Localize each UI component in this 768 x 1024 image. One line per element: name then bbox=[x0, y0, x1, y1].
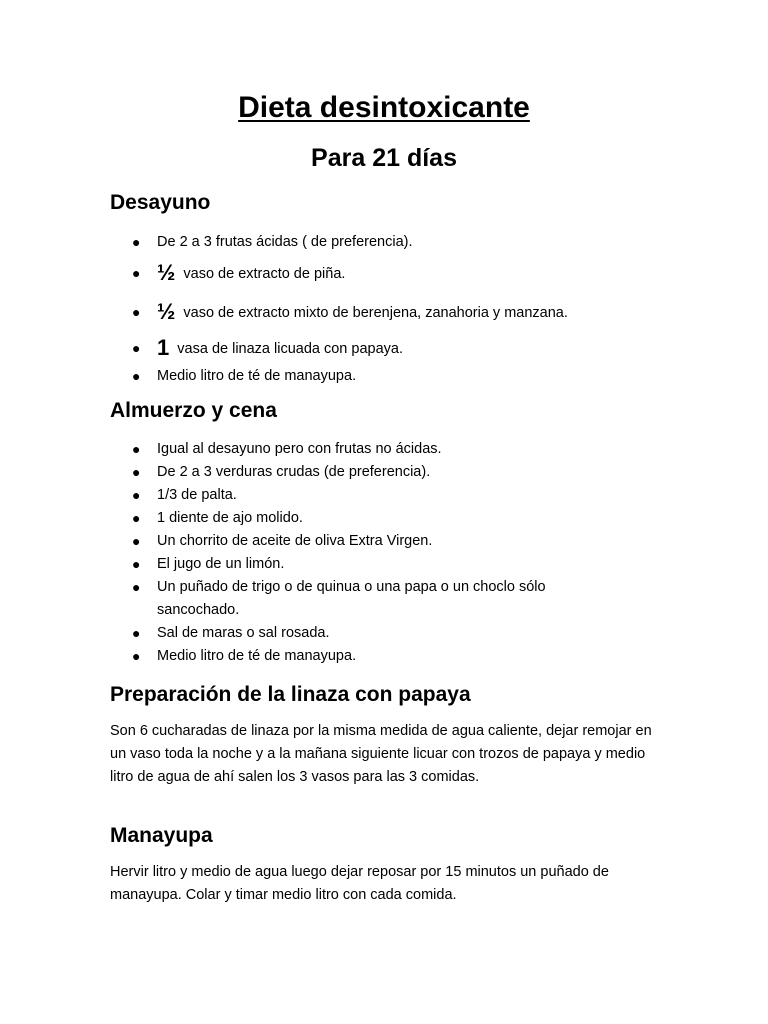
list-item-prefix: ½ bbox=[157, 299, 176, 324]
list-item-text: Medio litro de té de manayupa. bbox=[157, 368, 357, 384]
list-item-text: 1 diente de ajo molido. bbox=[157, 510, 303, 526]
list-item bbox=[110, 622, 670, 645]
list-item bbox=[110, 332, 670, 365]
list-item-text: De 2 a 3 frutas ácidas ( de preferencia). bbox=[157, 234, 413, 250]
bullet-icon: ● bbox=[132, 510, 141, 526]
bullet-icon: ● bbox=[132, 487, 141, 503]
document-subtitle: Para 21 días bbox=[311, 144, 457, 172]
list-item-prefix: ½ bbox=[157, 260, 176, 285]
list-item-text: 1/3 de palta. bbox=[157, 487, 237, 503]
list-item-text: Sal de maras o sal rosada. bbox=[157, 625, 330, 641]
preparation-paragraph: Son 6 cucharadas de linaza por la misma medida de agua caliente, dejar remojar en un vaso toda la noche y a la mañana siguiente licuar con trozos de papaya y medio litro de agua de ahí salen los 3 vasos para las 3 comidas. bbox=[110, 723, 652, 785]
bullet-icon: ● bbox=[132, 234, 141, 250]
bullet-icon: ● bbox=[132, 579, 141, 595]
list-item bbox=[110, 293, 670, 332]
list-item-text: De 2 a 3 verduras crudas (de preferencia). bbox=[157, 464, 431, 480]
bullet-icon: ● bbox=[132, 441, 141, 457]
list-item bbox=[110, 365, 670, 388]
list-item-text: Medio litro de té de manayupa. bbox=[157, 648, 357, 664]
bullet-icon: ● bbox=[132, 464, 141, 480]
list-item bbox=[110, 254, 670, 293]
list-item bbox=[110, 576, 627, 622]
list-item-text: Un chorrito de aceite de oliva Extra Virgen. bbox=[157, 533, 433, 549]
bullet-icon: ● bbox=[132, 368, 141, 384]
document-title: Dieta desintoxicante bbox=[238, 91, 530, 124]
bullet-icon: ● bbox=[132, 265, 141, 281]
bullet-icon: ● bbox=[132, 304, 141, 320]
list-item-text: El jugo de un limón. bbox=[157, 556, 285, 572]
list-item-text: Un puñado de trigo o de quinua o una papa o un choclo sólo sancochado. bbox=[157, 579, 546, 618]
list-item bbox=[110, 484, 670, 507]
list-item-text: vasa de linaza licuada con papaya. bbox=[177, 341, 403, 357]
bullet-icon: ● bbox=[132, 648, 141, 664]
manayupa-paragraph: Hervir litro y medio de agua luego dejar reposar por 15 minutos un puñado de manayupa. Colar y timar medio litro con cada comida. bbox=[110, 864, 609, 903]
list-item bbox=[110, 507, 670, 530]
list-item-text: vaso de extracto de piña. bbox=[183, 266, 346, 282]
list-item-text: vaso de extracto mixto de berenjena, zanahoria y manzana. bbox=[183, 305, 568, 321]
section-heading-manayupa: Manayupa bbox=[110, 824, 213, 847]
bullet-icon: ● bbox=[132, 625, 141, 641]
bullet-icon: ● bbox=[132, 556, 141, 572]
list-item bbox=[110, 553, 670, 576]
breakfast-list bbox=[110, 231, 670, 388]
bullet-icon: ● bbox=[132, 340, 141, 356]
list-item bbox=[110, 645, 670, 668]
list-item-prefix: 1 bbox=[157, 335, 170, 360]
list-item bbox=[110, 231, 670, 254]
list-item bbox=[110, 438, 670, 461]
bullet-icon: ● bbox=[132, 533, 141, 549]
list-item-text: Igual al desayuno pero con frutas no ácidas. bbox=[157, 441, 442, 457]
section-heading-preparation: Preparación de la linaza con papaya bbox=[110, 683, 471, 706]
list-item bbox=[110, 461, 670, 484]
list-item bbox=[110, 530, 670, 553]
section-heading-lunch-dinner: Almuerzo y cena bbox=[110, 399, 277, 422]
section-heading-breakfast: Desayuno bbox=[110, 191, 211, 214]
lunch-dinner-list bbox=[110, 438, 670, 668]
